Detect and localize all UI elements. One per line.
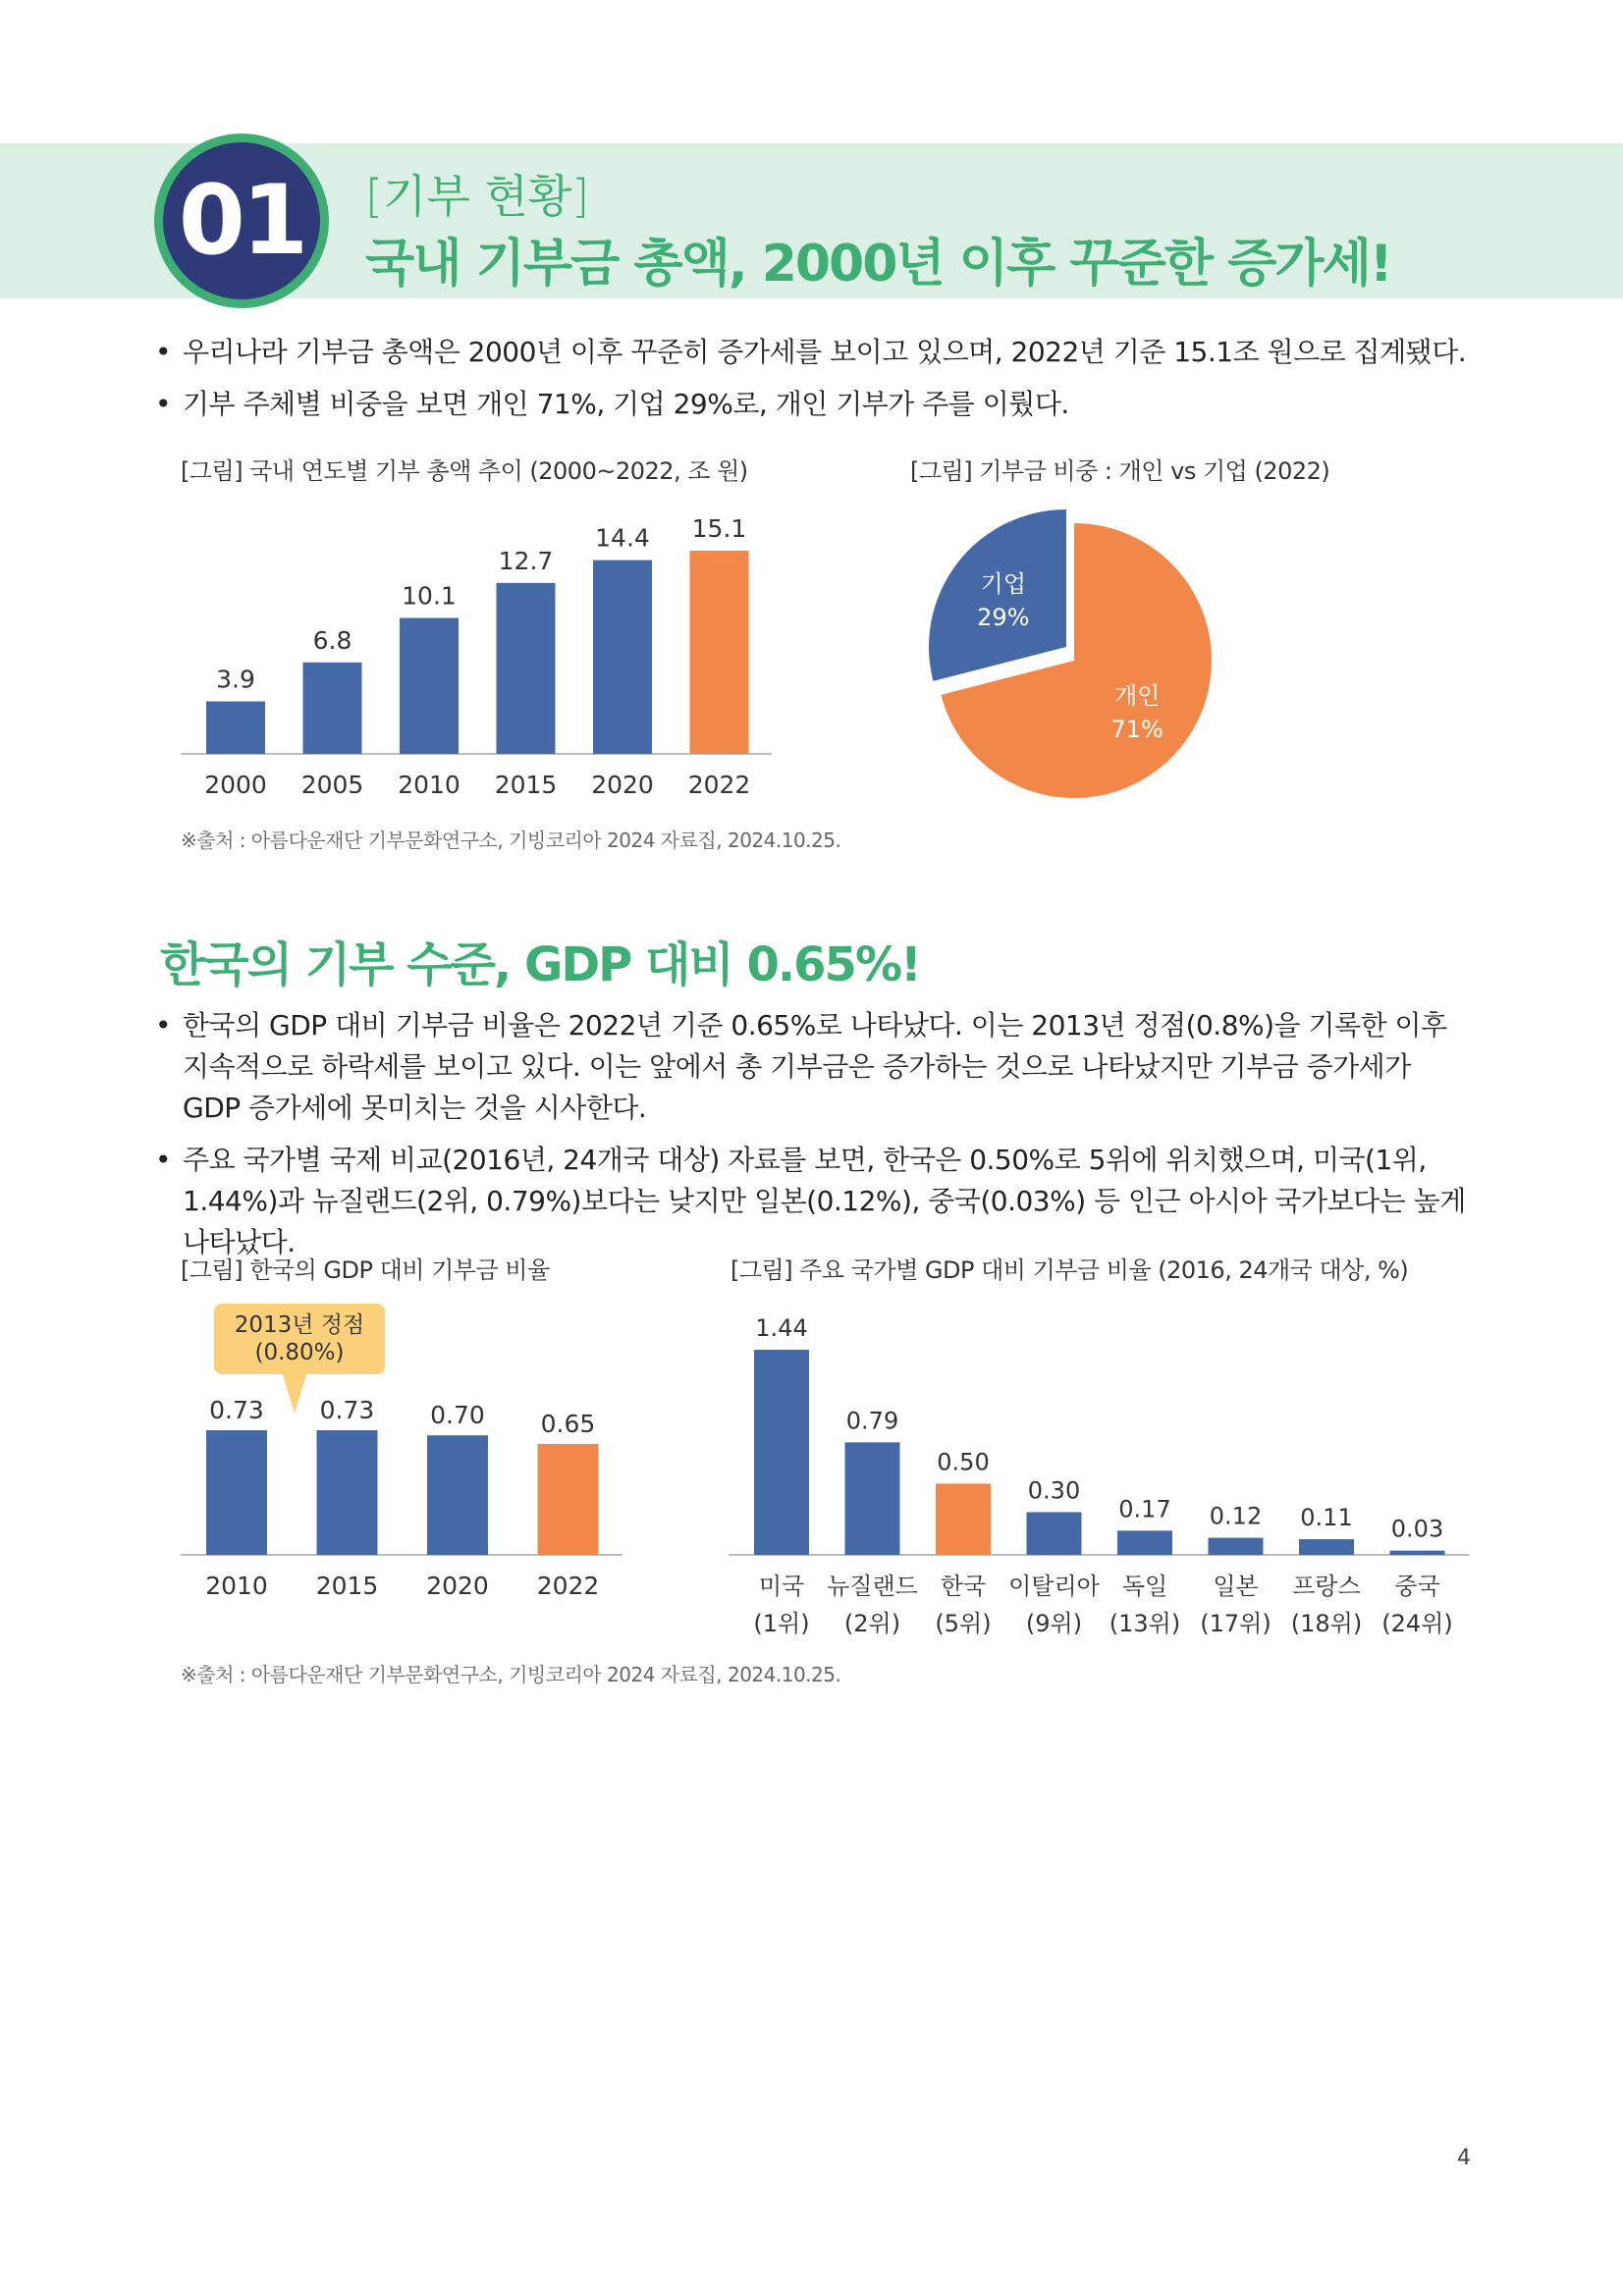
peak-callout-line2: (0.80%) [254, 1340, 345, 1365]
intro-bullet: • 기부 주체별 비중을 보면 개인 71%, 기업 29%로, 개인 기부가 주를 이뤘다. [155, 384, 1476, 425]
chart-caption-korea-gdp-ratio: [그림] 한국의 GDP 대비 기부금 비율 [181, 1256, 550, 1284]
data-label-2015: 0.73 [319, 1396, 375, 1424]
data-label-2015: 12.7 [498, 546, 554, 575]
x-tick-label-프랑스: 프랑스 [1292, 1573, 1361, 1600]
source-note: ※출처 : 아름다운재단 기부문화연구소, 기빙코리아 2024 자료집, 2024.10.25. [181, 828, 841, 852]
x-tick-label-2015: 2015 [315, 1572, 379, 1600]
data-label-프랑스: 0.11 [1300, 1504, 1353, 1532]
x-tick-label-2010: 2010 [205, 1572, 268, 1600]
chart-caption-donor-share: [그림] 기부금 비중 : 개인 vs 기업 (2022) [910, 457, 1330, 485]
pie-label-value-기업: 29% [977, 604, 1030, 632]
pie-label-name-기업: 기업 [980, 570, 1027, 599]
x-rank-label-프랑스: (18위) [1290, 1610, 1363, 1637]
data-label-2010: 0.73 [209, 1396, 264, 1424]
x-tick-label-2020: 2020 [591, 771, 654, 799]
data-label-2022: 15.1 [691, 514, 747, 543]
x-tick-label-2015: 2015 [494, 771, 558, 799]
bar-한국 [936, 1483, 991, 1555]
chart-caption-country-comparison: [그림] 주요 국가별 GDP 대비 기부금 비율 (2016, 24개국 대상, %) [730, 1256, 1409, 1284]
page-number: 4 [1457, 2146, 1471, 2170]
section-subtitle: [기부 현황] [365, 170, 590, 223]
data-label-2020: 0.70 [430, 1401, 485, 1430]
x-tick-label-2000: 2000 [204, 771, 267, 799]
bar-일본 [1209, 1538, 1264, 1555]
x-rank-label-미국: (1위) [753, 1610, 810, 1637]
gdp-section-heading: 한국의 기부 수준, GDP 대비 0.65%! [160, 937, 920, 992]
data-label-뉴질랜드: 0.79 [845, 1407, 899, 1435]
x-tick-label-2005: 2005 [300, 771, 364, 799]
data-label-일본: 0.12 [1209, 1502, 1263, 1530]
x-rank-label-독일: (13위) [1109, 1610, 1181, 1637]
data-label-2005: 6.8 [312, 625, 352, 655]
pie-label-name-개인: 개인 [1113, 681, 1161, 710]
x-tick-label-2020: 2020 [426, 1572, 489, 1600]
data-label-2020: 14.4 [595, 523, 650, 553]
data-label-이탈리아: 0.30 [1027, 1476, 1081, 1505]
x-rank-label-중국: (24위) [1381, 1610, 1453, 1637]
x-rank-label-일본: (17위) [1200, 1610, 1271, 1637]
gdp-bullet: • 한국의 GDP 대비 기부금 비율은 2022년 기준 0.65%로 나타났다. 이는 2013년 정점(0.8%)을 기록한 이후 지속적으로 하락세를 보이고 있다. 이는 앞에서 총 기부금은 증가하는 것으로 나타났지만 기부금 증가세가 GDP 증가세에 못미치는 것을 시사한다. [155, 1005, 1476, 1129]
bar-이탈리아 [1027, 1512, 1082, 1555]
data-label-독일: 0.17 [1118, 1495, 1171, 1523]
chart-caption-donation-trend: [그림] 국내 연도별 기부 총액 추이 (2000~2022, 조 원) [181, 457, 748, 485]
x-rank-label-한국: (5위) [935, 1610, 992, 1637]
x-rank-label-이탈리아: (9위) [1025, 1610, 1083, 1637]
peak-callout-line1: 2013년 정점 [234, 1312, 365, 1338]
data-label-중국: 0.03 [1390, 1515, 1444, 1543]
data-label-2000: 3.9 [216, 665, 255, 694]
x-tick-label-이탈리아: 이탈리아 [1008, 1573, 1100, 1600]
data-label-2022: 0.65 [540, 1409, 596, 1438]
pie-label-value-개인: 71% [1110, 715, 1163, 743]
x-tick-label-한국: 한국 [940, 1573, 987, 1600]
intro-bullet: • 우리나라 기부금 총액은 2000년 이후 꾸준히 증가세를 보이고 있으며, 2022년 기준 15.1조 원으로 집계됐다. [155, 332, 1476, 373]
gdp-bullet: • 주요 국가별 국제 비교(2016년, 24개국 대상) 자료를 보면, 한국은 0.50%로 5위에 위치했으며, 미국(1위, 1.44%)과 뉴질랜드(2위, 0.79%)보다는 낮지만 일본(0.12%), 중국(0.03%) 등 인근 아시아 국가보다는 높게 나타났다. [155, 1140, 1476, 1263]
x-tick-label-미국: 미국 [758, 1573, 805, 1600]
x-tick-label-2010: 2010 [398, 771, 460, 799]
x-rank-label-뉴질랜드: (2위) [843, 1610, 901, 1637]
bar-독일 [1117, 1530, 1172, 1555]
bar-중국 [1390, 1551, 1445, 1555]
x-tick-label-일본: 일본 [1213, 1573, 1259, 1600]
x-tick-label-뉴질랜드: 뉴질랜드 [827, 1573, 918, 1600]
section-title: 국내 기부금 총액, 2000년 이후 꾸준한 증가세! [365, 235, 1391, 294]
bar-뉴질랜드 [845, 1442, 900, 1555]
x-tick-label-2022: 2022 [687, 771, 751, 799]
x-tick-label-독일: 독일 [1121, 1573, 1168, 1600]
x-tick-label-중국: 중국 [1394, 1573, 1440, 1600]
bar-미국 [754, 1350, 809, 1555]
data-label-2010: 10.1 [402, 581, 457, 611]
data-label-한국: 0.50 [937, 1448, 990, 1476]
bar-프랑스 [1299, 1539, 1354, 1555]
x-tick-label-2022: 2022 [536, 1572, 600, 1600]
section-number-badge: 01 [154, 133, 329, 308]
data-label-미국: 1.44 [755, 1314, 808, 1342]
source-note: ※출처 : 아름다운재단 기부문화연구소, 기빙코리아 2024 자료집, 2024.10.25. [181, 1663, 841, 1686]
